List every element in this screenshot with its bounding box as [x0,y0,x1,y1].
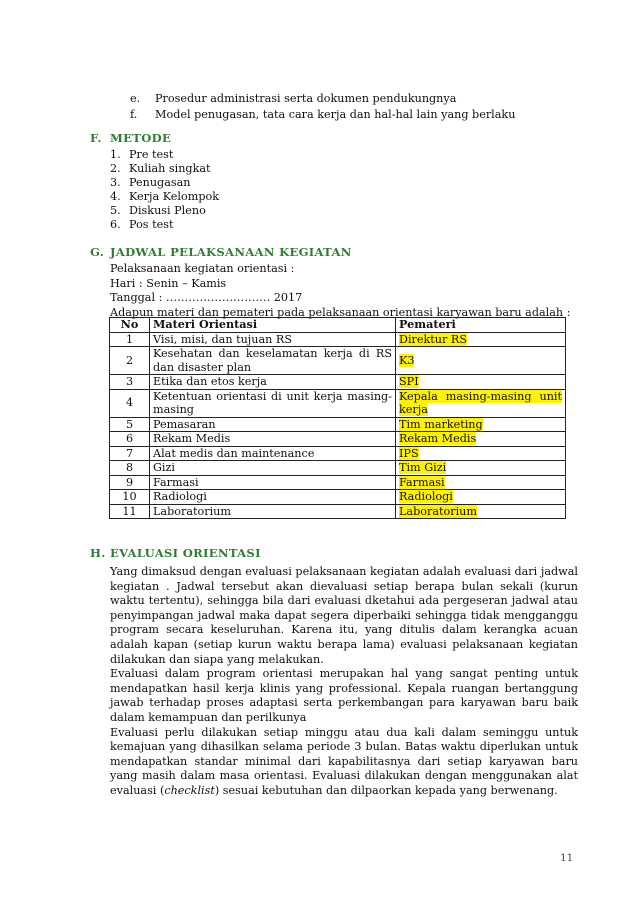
table-row: 8 Gizi Tim Gizi [110,461,566,476]
intro-line: Hari : Senin – Kamis [110,276,227,290]
highlighted-text: Direktur RS [399,332,467,346]
highlighted-text: SPI [399,375,419,388]
table-row: 2 Kesehatan dan keselamatan kerja di RS dan disaster plan K3 [110,347,566,375]
table-row: 7 Alat medis dan maintenance IPS [110,446,566,461]
section-g-heading: G. JADWAL PELAKSANAAN KEGIATAN [90,245,352,259]
list-item: 5. Diskusi Pleno [110,204,206,217]
column-header-no: No [110,318,150,333]
table-row: 11 Laboratorium Laboratorium [110,504,566,519]
intro-line: Adapun materi dan pemateri pada pelaksanaan orientasi karyawan baru adalah : [110,305,571,319]
intro-line: Tanggal : ………………………. 2017 [110,291,303,305]
list-item: 3. Penugasan [110,176,191,189]
section-f-heading: F. METODE [90,131,172,145]
list-item: 4. Kerja Kelompok [110,190,219,203]
table-row: 1 Visi, misi, dan tujuan RS Direktur RS [110,332,566,347]
column-header-materi: Materi Orientasi [150,318,396,333]
highlighted-text: Laboratorium [399,504,477,518]
highlighted-text: Kepala masing-masing unit kerja [399,389,562,416]
sub-item: e. Prosedur administrasi serta dokumen pendukungnya [130,92,457,105]
highlighted-text: K3 [399,353,415,367]
table-row: 10 Radiologi Radiologi [110,490,566,505]
jadwal-intro [110,262,570,320]
jadwal-table [109,317,566,519]
paragraph: Yang dimaksud dengan evaluasi pelaksanaan kegiatan adalah evaluasi dari jadwal kegiatan . Jadwal tersebut akan dievaluasi setiap berapa bulan sekali (kurun waktu tertentu), sehingga bila dari evaluasi dketahui ada pergeseran jadwal atau penyimpangan jadwal maka dapat segera diperbaiki sehingga tidak mengganggu program secara keseluruhan. Karena itu, yang ditulis dalam kerangka acuan adalah kapan (setiap kurun waktu berapa lama) evaluasi pelaksanaan kegiatan dilakukan dan siapa yang melakukan. [110,565,578,666]
sub-item: f. Model penugasan, tata cara kerja dan hal-hal lain yang berlaku [130,108,516,121]
table-row: 6 Rekam Medis Rekam Medis [110,432,566,447]
italic-term: checklist [164,783,215,797]
table-row: 4 Ketentuan orientasi di unit kerja masing-masing Kepala masing-masing unit kerja [110,389,566,417]
table-row: 5 Pemasaran Tim marketing [110,417,566,432]
highlighted-text: Tim marketing [399,417,483,431]
highlighted-text: IPS [399,446,419,460]
highlighted-text: Tim Gizi [399,461,447,474]
paragraph: Evaluasi dalam program orientasi merupakan hal yang sangat penting untuk mendapatkan hasil kerja klinis yang professional. Kepala ruangan bertanggung jawab terhadap proses adaptasi serta perkembangan para karyawan baru baik dalam kemampuan dan perilkunya [110,667,578,724]
column-header-pemateri: Pemateri [396,318,566,333]
highlighted-text: Radiologi [399,490,453,503]
highlighted-text: Rekam Medis [399,432,477,445]
page-number: 11 [560,852,574,864]
table-row: 3 Etika dan etos kerja SPI [110,375,566,390]
table-row: 9 Farmasi Farmasi [110,475,566,490]
intro-line: Pelaksanaan kegiatan orientasi : [110,262,295,275]
paragraph: Evaluasi perlu dilakukan setiap minggu atau dua kali dalam seminggu untuk kemajuan yang dihasilkan selama periode 3 bulan. Batas waktu diperlukan untuk mendapatkan standar minimal dari kapabilitasnya dari setiap karyawan baru yang masih dalam masa orientasi. Evaluasi dilakukan dengan menggunakan alat evaluasi (checklist) sesuai kebutuhan dan dilpaorkan kepada yang berwenang. [110,725,578,797]
table-header-row [110,318,566,333]
list-item: 2. Kuliah singkat [110,162,211,175]
metode-list [110,148,219,232]
list-item: 1. Pre test [110,148,174,161]
list-item: 6. Pos test [110,218,174,231]
evaluasi-body [110,565,578,799]
sub-item-list [130,91,515,123]
section-h-heading: H. EVALUASI ORIENTASI [90,546,261,560]
highlighted-text: Farmasi [399,475,445,489]
